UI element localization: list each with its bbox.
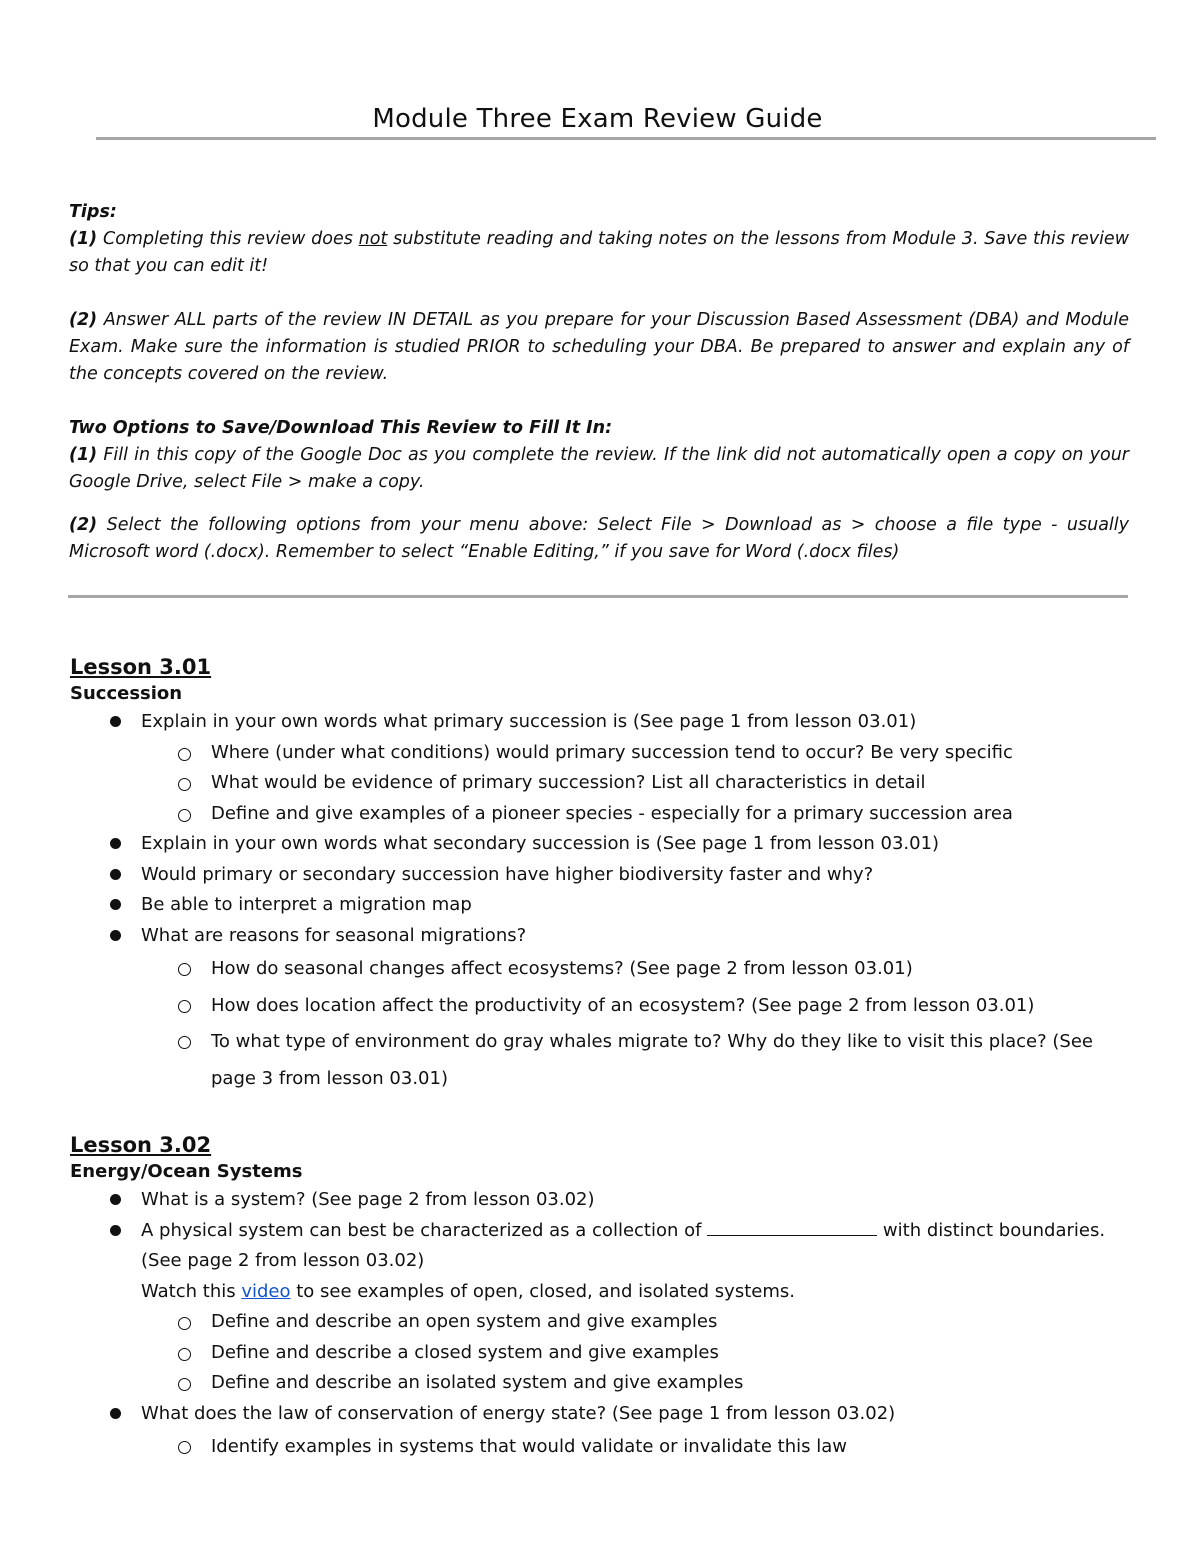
video-note-text-a: Watch this [141,1280,242,1302]
list-item: Be able to interpret a migration map [70,890,1140,921]
tip-1-number: (1) [69,229,98,249]
video-note [70,1277,1140,1308]
tip-2 [69,307,1129,388]
tip-1-emphasis: not [358,229,388,249]
option-1 [69,442,1129,496]
tips-block [69,199,1129,566]
lesson-301-heading: Lesson 3.01 [70,655,212,679]
lesson-301-subheading: Succession [70,683,183,704]
title-divider [96,137,1156,140]
section-divider [68,595,1128,598]
tips-heading: Tips: [69,202,117,222]
option-2-number: (2) [69,515,98,535]
list-item: Would primary or secondary succession have higher biodiversity faster and why? [70,860,1140,891]
tip-1 [69,226,1129,280]
option-2 [69,512,1129,566]
list-item: Explain in your own words what secondary succession is (See page 1 from lesson 03.01) [70,829,1140,860]
video-link[interactable]: video [241,1280,291,1302]
option-1-number: (1) [69,445,98,465]
list-item: Define and describe an isolated system and give examples [70,1368,1140,1399]
list-item: Define and describe a closed system and give examples [70,1338,1140,1369]
list-item: What would be evidence of primary succession? List all characteristics in detail [70,768,1140,799]
list-item [70,1216,1140,1277]
option-1-text: Fill in this copy of the Google Doc as you complete the review. If the link did not automatically open a copy on your Google Drive, select File > make a copy. [69,445,1129,492]
option-2-text: Select the following options from your menu above: Select File > Download as > choose a file type - usually Microsoft word (.docx). Remember to select “Enable Editing,” if you save for Word (.docx files) [69,515,1129,562]
list-item: How do seasonal changes affect ecosystems? (See page 2 from lesson 03.01) [70,951,1140,988]
list-item: How does location affect the productivity of an ecosystem? (See page 2 from lesson 03.01) [70,988,1140,1025]
list-item-text-a: A physical system can best be characterized as a collection of [141,1219,708,1241]
list-item: Explain in your own words what primary succession is (See page 1 from lesson 03.01) [70,707,1140,738]
tip-1-text-b: substitute reading and taking notes on the lessons from Module 3. Save this review so that you can edit it! [69,229,1130,276]
page-title: Module Three Exam Review Guide [372,104,823,134]
list-item: What does the law of conservation of energy state? (See page 1 from lesson 03.02) [70,1399,1140,1430]
lesson-302-section [70,1131,1140,1466]
tip-1-text-a: Completing this review does [97,229,359,249]
tip-2-text: Answer ALL parts of the review IN DETAIL as you prepare for your Discussion Based Assessment (DBA) and Module Exam. Make sure the information is studied PRIOR to scheduling your DBA. Be prepared to answer and explain any of the concepts covered on the review. [69,310,1129,384]
tip-2-number: (2) [69,310,98,330]
list-item: Define and give examples of a pioneer species - especially for a primary succession area [70,799,1140,830]
list-item: What are reasons for seasonal migrations? [70,921,1140,952]
lesson-302-heading: Lesson 3.02 [70,1133,212,1157]
list-item: Define and describe an open system and give examples [70,1307,1140,1338]
fill-in-blank [707,1220,877,1236]
video-note-text-b: to see examples of open, closed, and isolated systems. [290,1280,795,1302]
list-item-text-b: with distinct boundaries. (See page 2 from lesson 03.02) [141,1219,1106,1271]
list-item: What is a system? (See page 2 from lesson 03.02) [70,1185,1140,1216]
lesson-301-section [70,653,1140,1097]
list-item: To what type of environment do gray whales migrate to? Why do they like to visit this place? (See page 3 from lesson 03.01) [70,1024,1140,1097]
lesson-302-subheading: Energy/Ocean Systems [70,1161,303,1182]
options-heading: Two Options to Save/Download This Review to Fill It In: [69,418,613,438]
list-item: Where (under what conditions) would primary succession tend to occur? Be very specific [70,738,1140,769]
list-item: Identify examples in systems that would validate or invalidate this law [70,1429,1140,1466]
